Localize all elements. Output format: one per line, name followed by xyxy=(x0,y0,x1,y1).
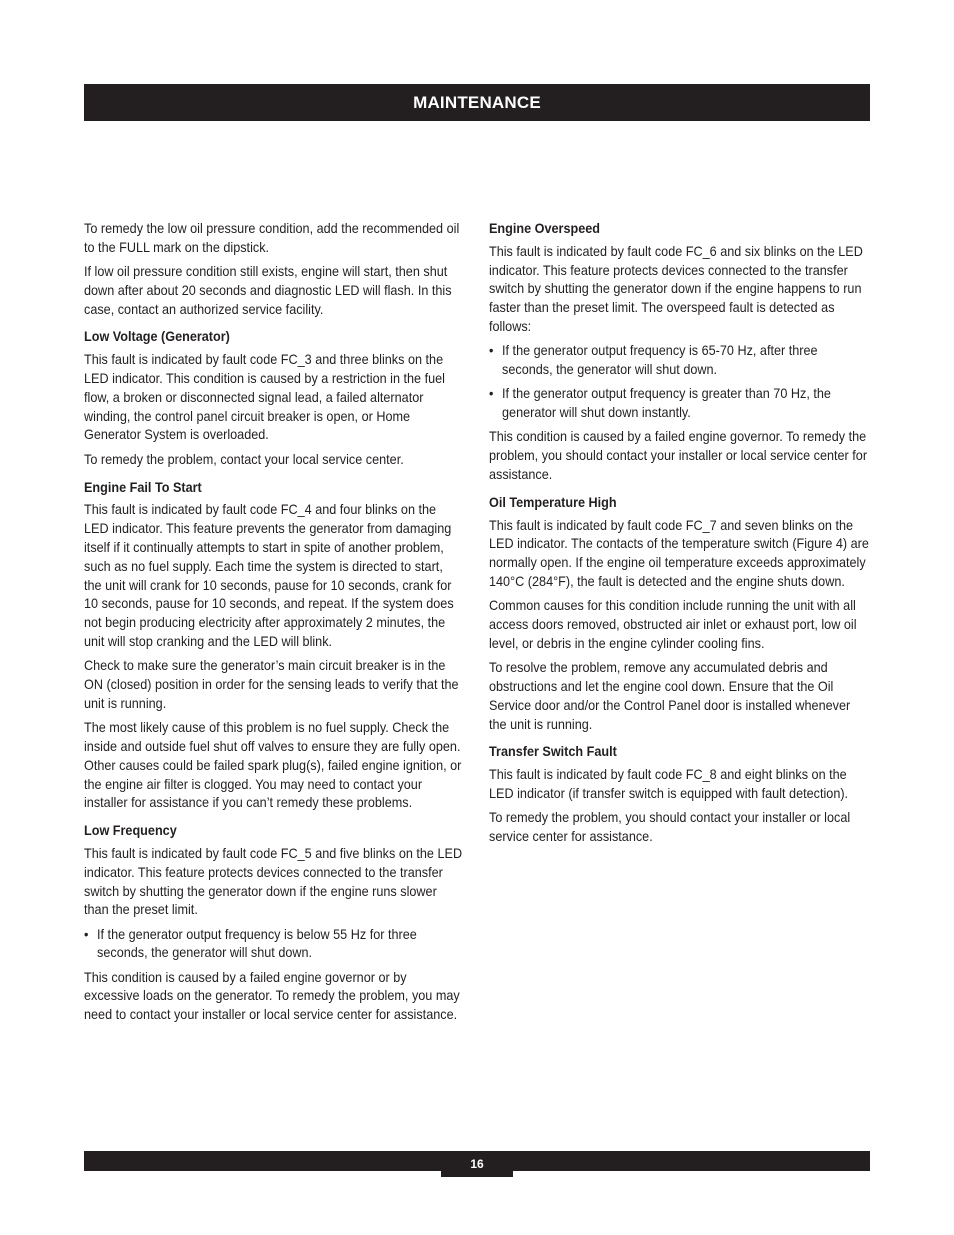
section-heading-low-voltage: Low Voltage (Generator) xyxy=(84,329,230,345)
paragraph: To remedy the problem, contact your local service center. xyxy=(84,451,404,467)
section-heading-overspeed: Engine Overspeed xyxy=(489,221,601,236)
left-column xyxy=(84,220,463,1031)
paragraph: This fault is indicated by fault code FC_8 and eight blinks on the LED indicator (if transfer switch is equipped with fault detection). xyxy=(489,767,849,802)
paragraph: This condition is caused by a failed engine governor or by excessive loads on the generator. To remedy the problem, you may need to contact your installer or local service center for assistance. xyxy=(84,969,460,1023)
paragraph: To resolve the problem, remove any accumulated debris and obstructions and let the engine cool down. Ensure that the Oil Service door and/or the Control Panel door is installed whenever the unit is running. xyxy=(489,660,851,732)
section-heading-low-frequency: Low Frequency xyxy=(84,823,177,839)
paragraph: To remedy the low oil pressure condition, add the recommended oil to the FULL mark on the dipstick. xyxy=(84,221,460,255)
page-number xyxy=(441,1151,513,1177)
bullet-list xyxy=(84,926,463,964)
list-item: • If the generator output frequency is 65-70 Hz, after three seconds, the generator will shut down. xyxy=(489,342,870,380)
paragraph: This fault is indicated by fault code FC_4 and four blinks on the LED indicator. This feature prevents the generator from damaging itself if it continually attempts to start in spite of another problem, such as no fuel supply. Each time the system is directed to start, the unit will crank for 10 seconds, pause for 10 seconds, crank for 10 seconds, pause for 10 seconds, and repeat. If the system does not begin producing electricity after approximately 2 minutes, the unit will stop cranking and the LED will blink. xyxy=(84,502,454,649)
paragraph: If low oil pressure condition still exists, engine will start, then shut down after about 20 seconds and diagnostic LED will flash. In this case, contact an authorized service facility. xyxy=(84,264,452,317)
section-heading-engine-fail: Engine Fail To Start xyxy=(84,479,202,495)
paragraph: To remedy the problem, you should contact your installer or local service center for assistance. xyxy=(489,810,851,845)
section-title: MAINTENANCE xyxy=(413,92,541,112)
paragraph: Common causes for this condition include running the unit with all access doors removed, obstructed air inlet or exhaust port, low oil level, or debris in the engine cylinder cooling fins. xyxy=(489,598,857,651)
paragraph: The most likely cause of this problem is no fuel supply. Check the inside and outside fuel shut off valves to ensure they are fully open. Other causes could be failed spark plug(s), failed engine ignition, or the engine air filter is clogged. You may need to contact your installer for assistance if you can’t remedy these problems. xyxy=(84,720,462,811)
bullet-list xyxy=(489,342,870,423)
right-column xyxy=(489,220,870,852)
paragraph: Check to make sure the generator’s main circuit breaker is in the ON (closed) position in order for the sensing leads to verify that the unit is running. xyxy=(84,658,459,711)
page-number-label: 16 xyxy=(470,1157,484,1171)
paragraph: This fault is indicated by fault code FC_5 and five blinks on the LED indicator. This feature protects devices connected to the transfer switch by shutting the generator down if the engine runs slower than the preset limit. xyxy=(84,845,463,918)
paragraph: This condition is caused by a failed engine governor. To remedy the problem, you should contact your installer or local service center for assistance. xyxy=(489,429,868,483)
section-header xyxy=(84,84,870,121)
paragraph: This fault is indicated by fault code FC_6 and six blinks on the LED indicator. This feature protects devices connected to the transfer switch by shutting the generator down if the engine happens to run faster than the preset limit. The overspeed fault is detected as follows: xyxy=(489,243,863,334)
section-heading-oil-temperature: Oil Temperature High xyxy=(489,494,617,510)
list-item: • If the generator output frequency is greater than 70 Hz, the generator will shut down instantly. xyxy=(489,385,870,423)
paragraph: This fault is indicated by fault code FC_3 and three blinks on the LED indicator. This condition is caused by a restriction in the fuel flow, a broken or disconnected signal lead, a failed alternator winding, the control panel circuit breaker is open, or Home Generator System is overloaded. xyxy=(84,352,445,443)
paragraph: This fault is indicated by fault code FC_7 and seven blinks on the LED indicator. The contacts of the temperature switch (Figure 4) are normally open. If the engine oil temperature exceeds approximately 140°C (284°F), the fault is detected and the engine shuts down. xyxy=(489,517,869,590)
list-item: • If the generator output frequency is below 55 Hz for three seconds, the generator will shut down. xyxy=(84,926,463,964)
section-heading-transfer-switch: Transfer Switch Fault xyxy=(489,744,617,760)
